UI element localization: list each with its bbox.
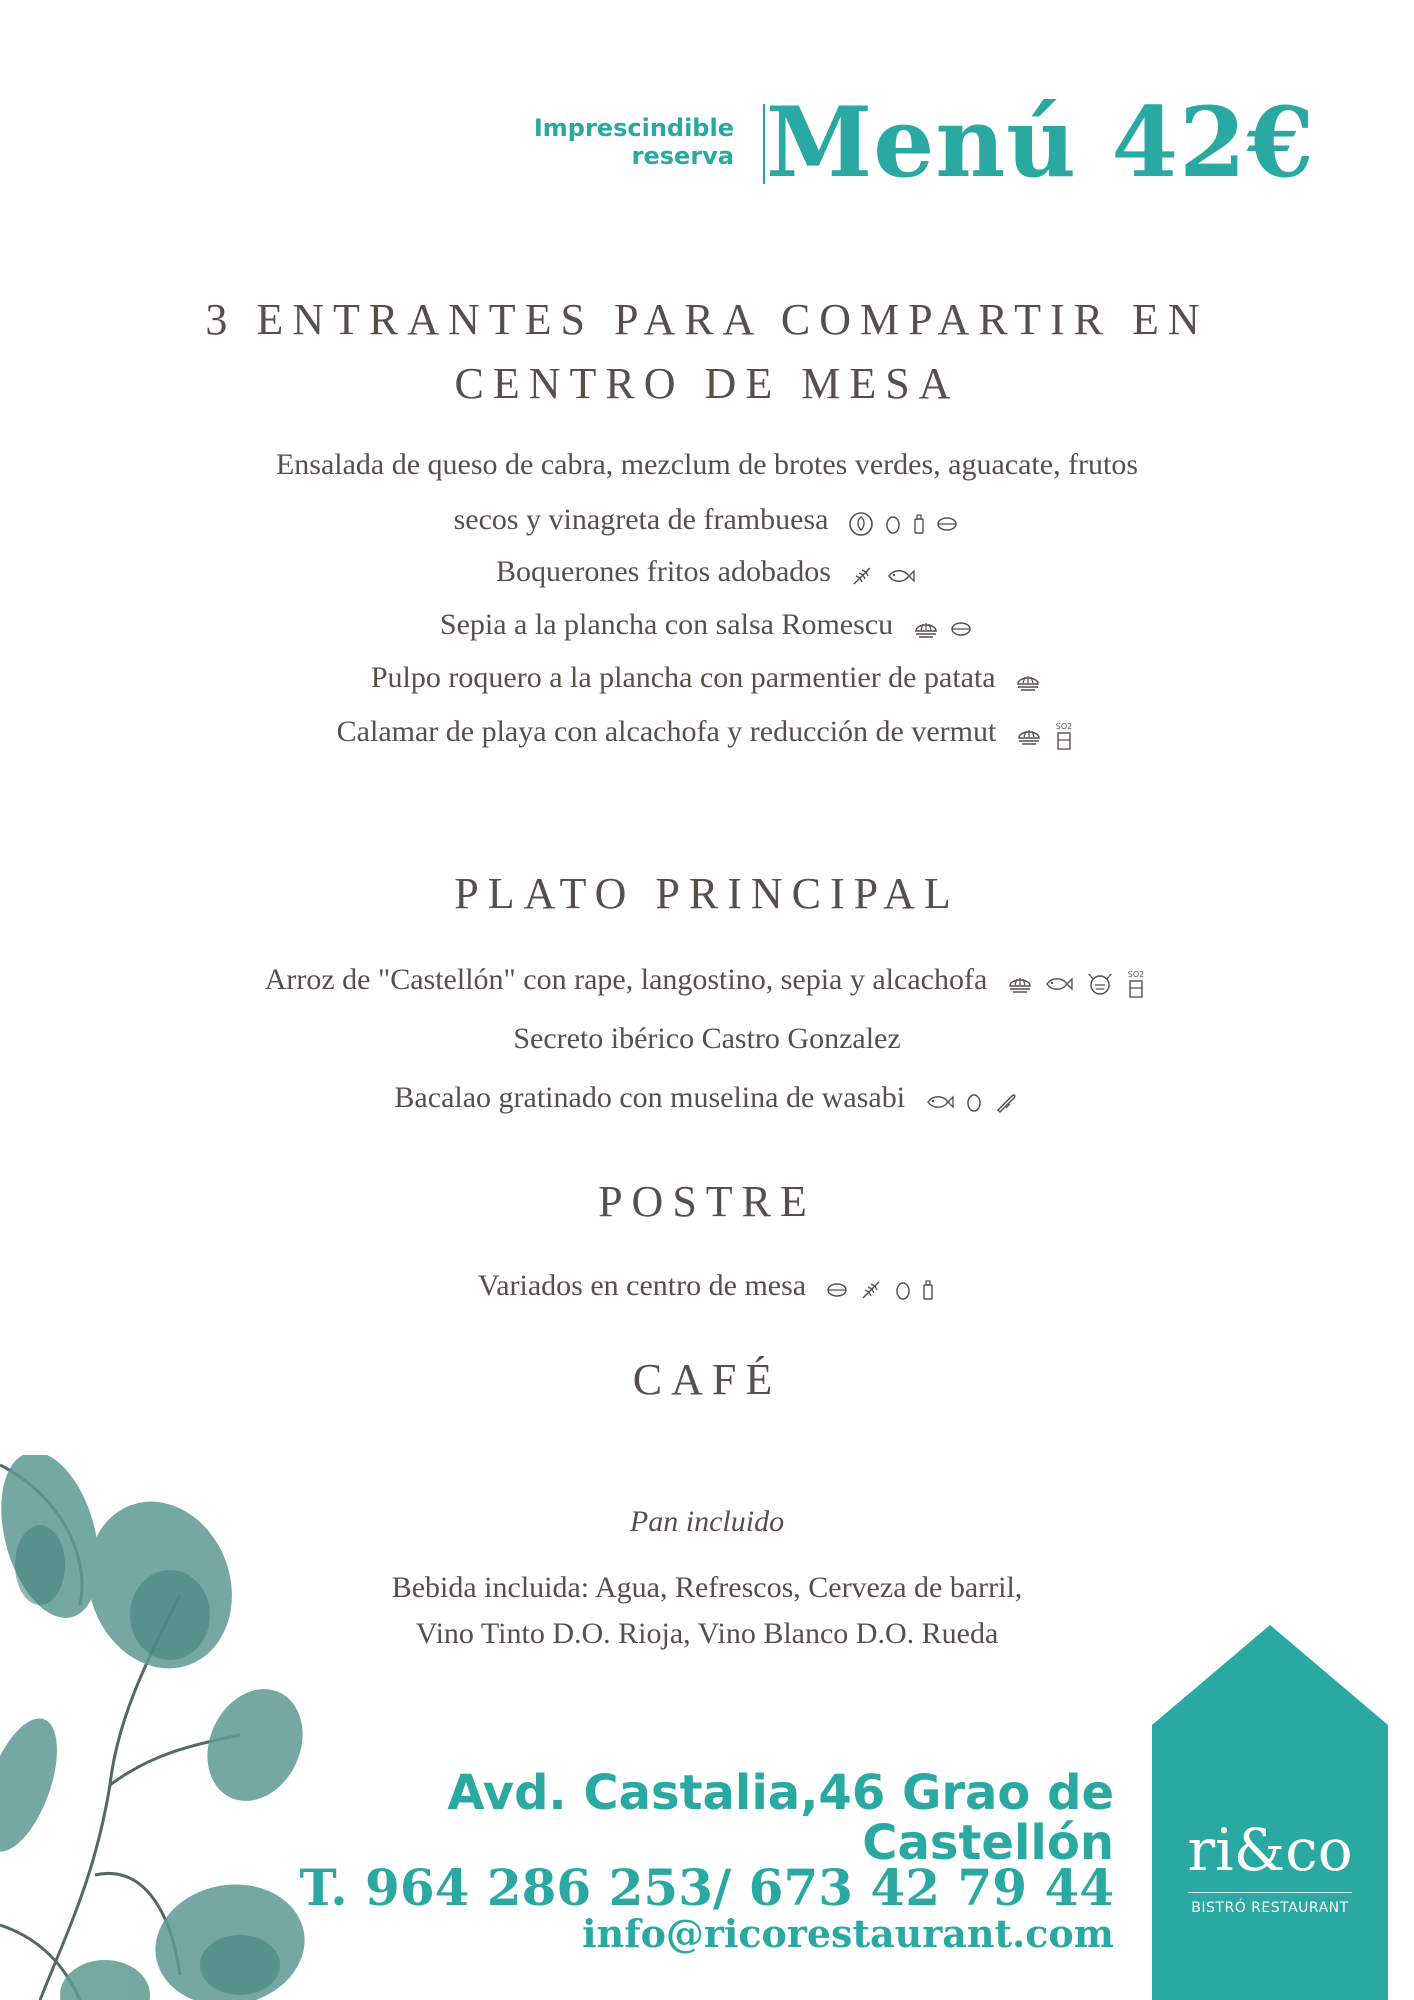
main-item-2-name: Secreto ibérico Castro Gonzalez — [513, 1022, 901, 1055]
dessert-item-1 — [0, 1266, 1414, 1308]
nuts-icon — [950, 621, 972, 637]
drinks-line1: Bebida incluida: Agua, Refrescos, Cerveza de barril, — [391, 1571, 1023, 1604]
reservation-note — [534, 114, 734, 170]
fish-icon — [925, 1093, 955, 1111]
dessert-item-1-name: Variados en centro de mesa — [477, 1269, 807, 1302]
vegetarian-icon — [848, 511, 874, 537]
dessert-title: POSTRE — [598, 1177, 816, 1226]
fish-icon — [1044, 975, 1074, 993]
egg-icon — [966, 1092, 982, 1112]
starter-item-3-name: Sepia a la plancha con salsa Romescu — [439, 608, 894, 641]
egg-icon — [885, 514, 901, 534]
crustacean-icon — [1086, 971, 1114, 997]
starter-item-3 — [0, 605, 1414, 647]
celery-icon — [994, 1090, 1018, 1114]
sulphites-icon — [1125, 969, 1147, 999]
main-item-1-name: Arroz de "Castellón" con rape, langostino, sepia y alcachofa — [264, 963, 988, 996]
bread-note: Pan incluido — [629, 1505, 785, 1538]
sulphites-icon — [1053, 721, 1075, 751]
starter-item-5-name: Calamar de playa con alcachofa y reducción de vermut — [336, 715, 997, 748]
email-link[interactable]: info@ricorestaurant.com — [582, 1911, 1114, 1956]
address-line2: Castellón — [862, 1815, 1114, 1871]
starter-item-2 — [0, 552, 1414, 594]
mollusc-icon — [913, 617, 939, 641]
header — [0, 86, 1414, 199]
nuts-icon — [826, 1282, 848, 1298]
logo-house-shape — [1152, 1625, 1388, 2000]
logo-subtitle: BISTRÓ RESTAURANT — [1191, 1900, 1349, 1916]
mollusc-icon — [1007, 972, 1033, 996]
address — [447, 1765, 1114, 1871]
starter-item-1-line1: Ensalada de queso de cabra, mezclum de brotes verdes, aguacate, frutos — [275, 448, 1139, 481]
starters-title-line1: 3 ENTRANTES PARA COMPARTIR EN — [205, 295, 1209, 344]
starter-item-5 — [0, 712, 1414, 754]
starters-title-line2: CENTRO DE MESA — [454, 359, 960, 408]
mollusc-icon — [1016, 724, 1042, 748]
starter-item-1-line2: secos y vinagreta de frambuesa — [453, 503, 829, 536]
drinks-line2: Vino Tinto D.O. Rioja, Vino Blanco D.O. Rueda — [415, 1617, 999, 1650]
main-item-3-name: Bacalao gratinado con muselina de wasabi — [394, 1081, 906, 1114]
starter-item-4-name: Pulpo roquero a la plancha con parmentier de patata — [370, 661, 996, 694]
menu-title: Menú 42€ — [766, 86, 1315, 199]
title-divider — [763, 104, 765, 184]
svg-text:SO2: SO2 — [1056, 722, 1073, 732]
eucalyptus-decoration — [0, 1455, 330, 2000]
main-item-3 — [0, 1078, 1414, 1120]
reservation-line2: reserva — [631, 142, 734, 170]
address-line1: Avd. Castalia,46 Grao de — [447, 1765, 1114, 1821]
reservation-line1: Imprescindible — [533, 114, 734, 142]
coffee-title: CAFÉ — [632, 1355, 782, 1404]
starter-item-1 — [0, 500, 1414, 542]
fish-icon — [886, 567, 916, 585]
nuts-icon — [936, 516, 958, 532]
main-course-title: PLATO PRINCIPAL — [454, 869, 960, 918]
starter-item-4 — [0, 658, 1414, 700]
milk-icon — [913, 513, 925, 535]
main-item-2 — [0, 1019, 1414, 1059]
starter-item-2-name: Boquerones fritos adobados — [496, 555, 831, 588]
egg-icon — [895, 1280, 911, 1300]
phone-number[interactable]: T. 964 286 253/ 673 42 79 44 — [299, 1858, 1114, 1917]
gluten-icon — [850, 564, 874, 588]
milk-icon — [922, 1279, 934, 1301]
main-item-1 — [0, 960, 1414, 1002]
svg-text:SO2: SO2 — [1128, 970, 1145, 980]
mollusc-icon — [1015, 670, 1041, 694]
gluten-icon — [859, 1278, 883, 1302]
logo-name: ri&co — [1187, 1816, 1353, 1884]
logo-divider — [1188, 1892, 1352, 1893]
